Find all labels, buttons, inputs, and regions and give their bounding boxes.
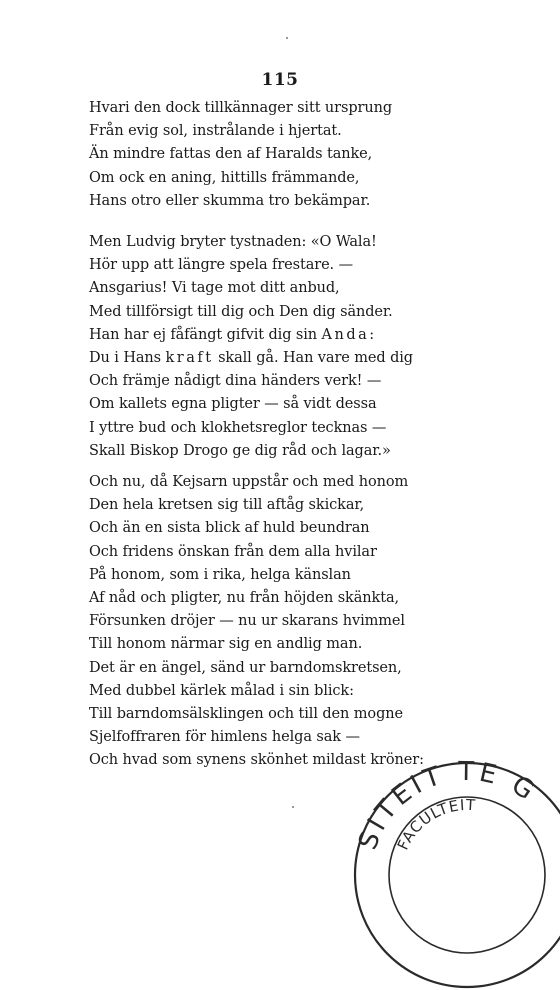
verse-line: Det är en ängel, sänd ur barndomskretsen, [89, 659, 402, 676]
verse-line: Och främje nådigt dina händers verk! — [89, 373, 382, 390]
verse-line-tail: skall gå. Han vare med dig [213, 350, 413, 367]
library-stamp [352, 760, 560, 990]
stamp-outer-text: SITEIT TE G [352, 760, 543, 854]
page-number: 115 [261, 70, 299, 90]
spaced-word: Anda [321, 326, 370, 343]
verse-line: Ansgarius! Vi tage mot ditt anbud, [89, 280, 340, 297]
verse-line: I yttre bud och klokhetsreglor tecknas — [89, 419, 387, 436]
stanza-2 [89, 231, 529, 463]
verse-line: Till honom närmar sig en andlig man. [89, 636, 363, 653]
verse-line: Hör upp att längre spela frestare. — [89, 257, 353, 274]
verse-line: På honom, som i rika, helga känslan [89, 566, 351, 583]
verse-line: Om ock en aning, hittills främmande, [89, 169, 360, 186]
verse-line: Hans otro eller skumma tro bekämpar. [89, 192, 371, 209]
verse-line: Och fridens önskan från dem alla hvilar [89, 543, 377, 560]
verse-line [89, 347, 529, 370]
verse-line: Med dubbel kärlek målad i sin blick: [89, 682, 354, 699]
verse-line: Med tillförsigt till dig och Den dig sänder. [89, 303, 393, 320]
verse-line: Af nåd och pligter, nu från höjden skänkta, [89, 590, 399, 607]
verse-line-text: Du i Hans [89, 350, 166, 367]
spaced-word: kraft [165, 350, 214, 367]
stanza-1 [89, 97, 529, 213]
verse-line: Än mindre fattas den af Haralds tanke, [89, 146, 373, 163]
verse-line: Hvari den dock tillkännager sitt ursprung [89, 100, 393, 116]
verse-line-tail: : [369, 326, 375, 343]
verse-line [89, 324, 529, 347]
verse-line: Till barndomsälsklingen och till den mogne [89, 706, 403, 723]
verse-line: Och än en sista blick af huld beundran [89, 520, 370, 537]
verse-line: Skall Biskop Drogo ge dig råd och lagar.» [89, 442, 391, 459]
verse-line: Försunken dröjer — nu ur skarans hvimmel [89, 613, 405, 630]
speck [292, 806, 294, 808]
verse-line: Om kallets egna pligter — så vidt dessa [89, 396, 377, 413]
verse-line: Men Ludvig bryter tystnaden: «O Wala! [89, 234, 377, 250]
verse-line: Och hvad som synens skönhet mildast kröner: [89, 752, 424, 769]
speck [286, 37, 288, 39]
stamp-inner-text: FACULTEIT [393, 795, 477, 853]
verse-line: Den hela kretsen sig till aftåg skickar, [89, 497, 365, 514]
verse-line: Sjelfoffraren för himlens helga sak — [89, 729, 360, 746]
verse-line: Från evig sol, instrålande i hjertat. [89, 123, 342, 140]
verse-line-text: Han har ej fåfängt gifvit dig sin [89, 326, 322, 343]
verse-line: Och nu, då Kejsarn uppstår och med honom [89, 474, 409, 490]
stanza-3 [89, 471, 529, 773]
